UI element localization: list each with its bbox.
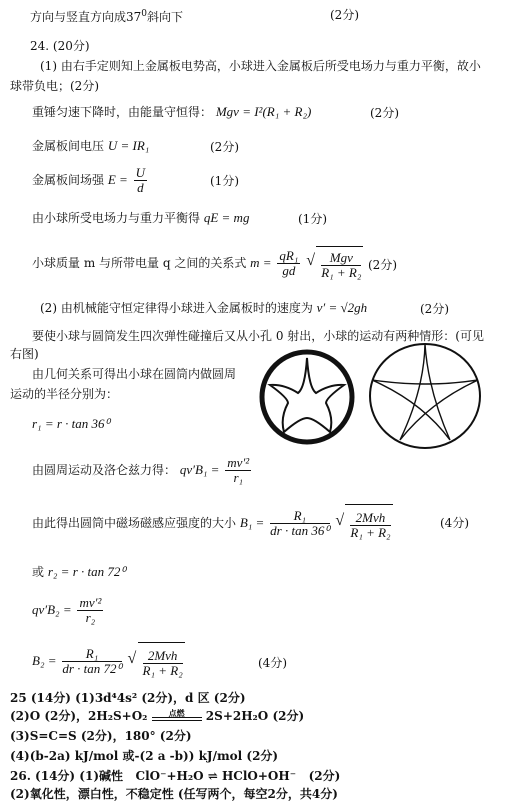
star-path-diagram-1 — [258, 348, 356, 446]
b1-sqrt-denominator: R₁ + R₂ — [350, 524, 391, 540]
b2-numerator: R₁ — [62, 647, 121, 662]
direction-text: 方向与竖直方向成37 — [30, 10, 142, 24]
ratio-sqrt-fraction — [321, 251, 361, 280]
question-24-title: 24. (20分) — [30, 39, 90, 53]
b2-sqrt-numerator: √ 2Mvh — [143, 649, 183, 664]
energy-equation: Mgv = I²(R₁ + R₂) — [215, 104, 312, 119]
b2-force-numerator: mv′² — [79, 595, 102, 610]
energy-text: 重锤匀速下降时，由能量守恒得： — [32, 105, 213, 119]
score-b2: (4分) — [258, 656, 287, 670]
voltage-equation: U = IR₁ — [107, 138, 150, 153]
part2-line — [40, 300, 367, 316]
q25-line-1: 25 (14分) (1)3d⁴4s² (2分)，d 区 (2分) — [10, 691, 246, 705]
ratio-numerator: qR₁ — [279, 248, 299, 263]
b1-lhs: B₁ = — [239, 515, 265, 530]
star-path-diagram-2 — [366, 340, 484, 452]
field-lhs: E = — [107, 172, 128, 187]
b1-fraction — [270, 509, 329, 538]
lorentz-lhs: qv′B₁ = — [179, 462, 220, 477]
q26-intro: 26. (14分) (1)碱性 — [10, 769, 123, 783]
lorentz-text: 由圆周运动及洛仑兹力得： — [32, 463, 177, 477]
q25-reactants: (2)O (2分)，2H₂S+O₂ — [10, 709, 148, 723]
direction-tail: 斜向下 — [147, 10, 184, 24]
energy-line — [32, 104, 311, 120]
part2-equation: v′ = √2gh — [316, 300, 368, 315]
score-balance: (1分) — [298, 212, 327, 226]
score-b1: (4分) — [440, 516, 469, 530]
ratio-sqrt-denominator: R₁ + R₂ — [321, 264, 362, 280]
field-numerator: U — [135, 165, 146, 180]
b1-text: 由此得出圆筒中磁场磁感应强度的大小 — [32, 516, 237, 530]
case-line-b: 右图) — [10, 347, 39, 361]
b1-sqrt-fraction — [350, 511, 390, 540]
b1-line — [32, 504, 393, 543]
voltage-line — [32, 138, 149, 154]
field-fraction — [134, 166, 147, 195]
geometry-line-b: 运动的半径分别为： — [10, 387, 119, 401]
b2-force-lhs: qv′B₂ = — [32, 602, 72, 617]
ratio-lhs: m = — [250, 255, 272, 270]
score-energy: (2分) — [370, 106, 399, 120]
b2-denominator: dr · tan 72⁰ — [62, 661, 122, 676]
ratio-sqrt — [316, 246, 363, 281]
b2-force-line — [32, 592, 105, 628]
case-line-a: 要使小球与圆筒发生四次弹性碰撞后又从小孔 0 射出，小球的运动有两种情形：(可见 — [32, 329, 484, 343]
b1-sqrt-numerator: √ 2Mvh — [350, 511, 390, 526]
b2-lhs: B₂ = — [32, 653, 57, 668]
balance-line — [32, 210, 249, 226]
score-ratio: (2分) — [368, 258, 397, 272]
b2-force-fraction — [77, 596, 103, 625]
cylinder-circle-2 — [370, 344, 480, 448]
ratio-line — [32, 246, 363, 281]
b1-denominator: dr · tan 36⁰ — [270, 523, 330, 538]
ratio-fraction — [277, 249, 300, 278]
b2-sqrt-denominator: R₁ + R₂ — [142, 662, 183, 678]
field-denominator: d — [137, 180, 144, 195]
lorentz-numerator: mv′² — [227, 455, 250, 470]
b2-line — [32, 642, 185, 681]
inner-star-path — [270, 358, 344, 432]
score-voltage: (2分) — [210, 140, 239, 154]
r1-equation: r₁ = r · tan 36⁰ — [32, 416, 110, 431]
b1-numerator: R₁ — [270, 509, 329, 524]
b2-sqrt-fraction — [143, 649, 183, 678]
score-part2: (2分) — [420, 302, 449, 316]
score-direction: (2分) — [330, 8, 359, 22]
q25-products: 2S+2H₂O (2分) — [205, 709, 305, 723]
b1-sqrt — [345, 504, 392, 543]
condition-label: 点燃 — [168, 708, 185, 718]
part2-text: (2) 由机械能守恒定律得小球进入金属板时的速度为 — [40, 301, 313, 315]
lorentz-fraction — [225, 456, 251, 485]
degree-mark: 0 — [141, 9, 148, 19]
geometry-line-a: 由几何关系可得出小球在圆筒内做圆周 — [32, 367, 237, 381]
q26-line-1 — [10, 768, 340, 784]
q25-line-2 — [10, 708, 304, 725]
b2-sqrt — [138, 642, 185, 681]
ratio-text: 小球质量 m 与所带电量 q 之间的关系式 — [32, 256, 247, 270]
b2-fraction — [62, 647, 121, 676]
part1-line-a: (1) 由右手定则知上金属板电势高，小球进入金属板后所受电场力与重力平衡，故小 — [40, 59, 481, 73]
q26-hydrolysis: ClO⁻+H₂O ⇌ HClO+OH⁻ — [135, 769, 297, 783]
field-line — [32, 164, 149, 196]
q25-line-3: (3)S=C=S (2分)，180° (2分) — [10, 729, 192, 743]
r2-line — [32, 564, 126, 580]
r2-equation: r₂ = r · tan 72⁰ — [47, 564, 126, 579]
ratio-sqrt-numerator: √ Mgv — [321, 251, 361, 266]
ratio-denominator: gd — [282, 263, 296, 278]
lorentz-denominator: r₁ — [233, 470, 244, 485]
or-text: 或 — [32, 565, 45, 579]
part1-line-b: 球带负电；(2分) — [10, 79, 99, 93]
balance-equation: qE = mg — [203, 210, 250, 225]
q26-score: (2分) — [308, 769, 341, 783]
q26-line-2: (2)氧化性，漂白性，不稳定性 (任写两个，每空2分，共4分) — [10, 787, 338, 801]
balance-text: 由小球所受电场力与重力平衡得 — [32, 211, 201, 225]
field-text: 金属板间场强 — [32, 173, 105, 187]
line-direction — [30, 6, 183, 25]
reaction-condition — [152, 709, 202, 721]
score-field: (1分) — [210, 174, 239, 188]
lorentz-line — [32, 452, 253, 488]
q25-line-4: (4)(b-2a) kJ/mol 或-(2 a -b)) kJ/mol (2分) — [10, 749, 279, 763]
b2-force-denominator: r₂ — [85, 610, 96, 625]
voltage-text: 金属板间电压 — [32, 139, 105, 153]
